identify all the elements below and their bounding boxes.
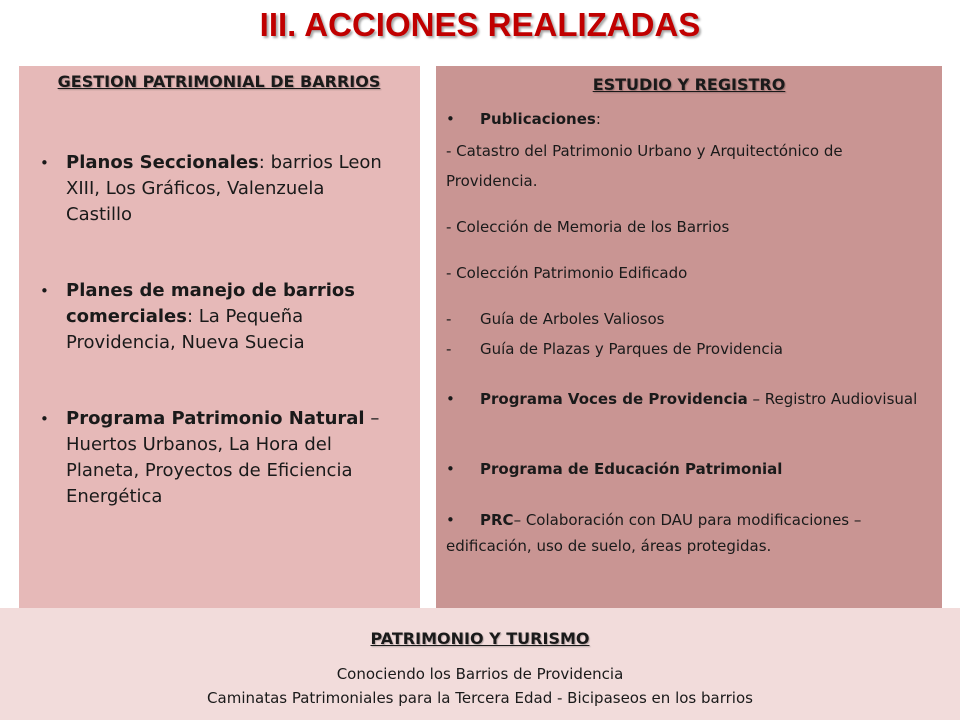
item-bold: Planes de manejo de barrios comerciales — [66, 280, 355, 327]
item-bold: PRC — [480, 511, 514, 529]
gestion-patrimonial-panel — [19, 66, 420, 612]
item-bold: Publicaciones — [480, 110, 596, 128]
guide-text: Guía de Arboles Valiosos — [480, 310, 665, 328]
bullet-icon: • — [446, 110, 455, 128]
list-item — [446, 460, 936, 478]
bullet-icon: • — [446, 390, 455, 408]
gestion-patrimonial-heading: GESTION PATRIMONIAL DE BARRIOS — [57, 72, 381, 91]
item-bold: Programa de Educación Patrimonial — [480, 460, 783, 478]
publication-item: - Catastro del Patrimonio Urbano y Arquitectónico de Providencia. — [446, 142, 843, 190]
guide-text: Guía de Plazas y Parques de Providencia — [480, 340, 784, 358]
estudio-registro-panel — [436, 66, 942, 612]
item-text: – Colaboración con DAU para modificaciones – edificación, uso de suelo, áreas protegidas. — [446, 511, 862, 555]
item-text: – Registro Audiovisual — [747, 390, 918, 408]
item-text: : barrios Leon XIII, Los Gráficos, Valenzuela Castillo — [66, 152, 382, 225]
patrimonio-turismo-heading: PATRIMONIO Y TURISMO — [370, 629, 590, 648]
list-item — [40, 150, 386, 228]
publication-item: - Colección de Memoria de los Barrios — [446, 218, 730, 236]
item-bold: Programa Patrimonio Natural — [66, 408, 365, 429]
bullet-icon: • — [446, 511, 455, 529]
item-text: : La Pequeña Providencia, Nueva Suecia — [66, 306, 305, 353]
publication-item: - Colección Patrimonio Edificado — [446, 264, 688, 282]
dash-marker: - — [446, 340, 452, 358]
item-text: : — [595, 110, 601, 128]
turismo-line: Caminatas Patrimoniales para la Tercera Edad - Bicipaseos en los barrios — [207, 689, 753, 707]
list-item — [446, 110, 936, 128]
list-item — [446, 386, 936, 412]
list-item — [40, 406, 396, 510]
item-bold: Planos Seccionales — [66, 152, 259, 173]
list-item — [446, 507, 936, 559]
patrimonio-turismo-panel — [0, 608, 960, 720]
turismo-line: Conociendo los Barrios de Providencia — [336, 665, 624, 683]
page-title: III. ACCIONES REALIZADAS — [259, 6, 701, 43]
item-text: – Huertos Urbanos, La Hora del Planeta, Proyectos de Eficiencia Energética — [66, 408, 380, 507]
guide-item — [446, 340, 936, 358]
bullet-icon: • — [40, 154, 49, 172]
guide-item — [446, 310, 936, 328]
item-bold: Programa Voces de Providencia — [480, 390, 748, 408]
list-item — [40, 278, 396, 356]
bullet-icon: • — [40, 282, 49, 300]
dash-marker: - — [446, 310, 452, 328]
bullet-icon: • — [446, 460, 455, 478]
bullet-icon: • — [40, 410, 49, 428]
estudio-registro-heading: ESTUDIO Y REGISTRO — [592, 75, 786, 94]
